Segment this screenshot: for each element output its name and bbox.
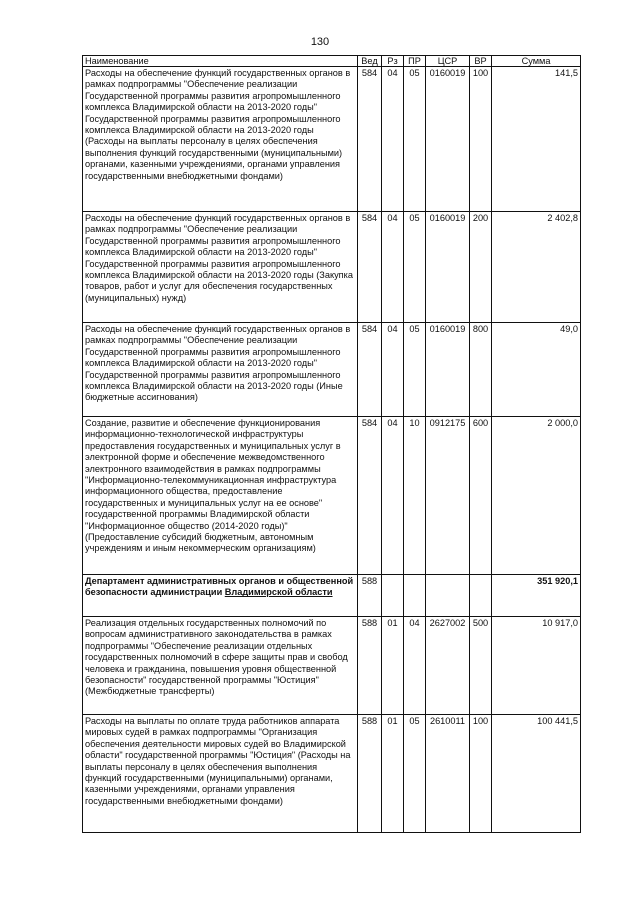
row-sum: 351 920,1 bbox=[492, 575, 581, 617]
column-header-ved: Вед bbox=[358, 56, 382, 67]
department-row bbox=[83, 575, 581, 617]
row-ved: 584 bbox=[358, 417, 382, 575]
row-rz: 04 bbox=[382, 323, 404, 417]
department-name bbox=[83, 575, 358, 617]
row-name: Расходы на обеспечение функций государственных органов в рамках подпрограммы "Обеспечение реализации Государственной программы развития агропромышленного комплекса Владимирской области на 2013-2020 годы" Государственной программы развития агропромышленного комплекса Владимирской области на 2013-2020 годы (Закупка товаров, работ и услуг для обеспечения государственных (муниципальных) нужд) bbox=[83, 212, 358, 323]
budget-table bbox=[82, 55, 581, 833]
row-pr: 05 bbox=[404, 67, 426, 212]
row-pr: 04 bbox=[404, 617, 426, 715]
row-vr: 600 bbox=[470, 417, 492, 575]
table-row bbox=[83, 212, 581, 323]
row-csr: 0912175 bbox=[426, 417, 470, 575]
row-csr: 2627002 bbox=[426, 617, 470, 715]
row-name: Расходы на обеспечение функций государственных органов в рамках подпрограммы "Обеспечение реализации Государственной программы развития агропромышленного комплекса Владимирской области на 2013-2020 годы" Государственной программы развития агропромышленного комплекса Владимирской области на 2013-2020 годы (Иные бюджетные ассигнования) bbox=[83, 323, 358, 417]
table-header-row bbox=[83, 56, 581, 67]
row-rz: 01 bbox=[382, 715, 404, 833]
row-csr: 0160019 bbox=[426, 323, 470, 417]
row-pr: 05 bbox=[404, 212, 426, 323]
row-vr: 100 bbox=[470, 67, 492, 212]
row-vr: 500 bbox=[470, 617, 492, 715]
row-rz: 01 bbox=[382, 617, 404, 715]
page-number: 130 bbox=[310, 36, 330, 48]
table-row bbox=[83, 617, 581, 715]
row-vr: 800 bbox=[470, 323, 492, 417]
table-row bbox=[83, 67, 581, 212]
row-name: Расходы на выплаты по оплате труда работников аппарата мировых судей в рамках подпрограммы "Организация обеспечения деятельности мировых судей во Владимирской области" государственной программы "Юстиция" (Расходы на выплаты персоналу в целях обеспечения выполнения функций государственными (муниципальными) органами, казенными учреждениями, органами управления государственными внебюджетными фондами) bbox=[83, 715, 358, 833]
row-csr: 0160019 bbox=[426, 212, 470, 323]
column-header-rz: Рз bbox=[382, 56, 404, 67]
row-rz: 04 bbox=[382, 212, 404, 323]
department-name-main: Департамент административных органов и общественной безопасности администрации bbox=[85, 576, 354, 598]
row-sum: 100 441,5 bbox=[492, 715, 581, 833]
table-row bbox=[83, 417, 581, 575]
column-header-pr: ПР bbox=[404, 56, 426, 67]
row-rz: 04 bbox=[382, 417, 404, 575]
table-row bbox=[83, 323, 581, 417]
row-rz bbox=[382, 575, 404, 617]
department-name-underlined: Владимирской области bbox=[224, 587, 333, 598]
row-pr bbox=[404, 575, 426, 617]
row-name: Расходы на обеспечение функций государственных органов в рамках подпрограммы "Обеспечение реализации Государственной программы развития агропромышленного комплекса Владимирской области на 2013-2020 годы" Государственной программы развития агропромышленного комплекса Владимирской области на 2013-2020 годы (Расходы на выплаты персоналу в целях обеспечения выполнения функций государственными (муниципальными) органами, казенными учреждениями, органами управления государственными внебюджетными фондами) bbox=[83, 67, 358, 212]
row-ved: 588 bbox=[358, 715, 382, 833]
row-pr: 05 bbox=[404, 715, 426, 833]
row-ved: 588 bbox=[358, 617, 382, 715]
table-row bbox=[83, 715, 581, 833]
row-ved: 584 bbox=[358, 67, 382, 212]
row-vr: 100 bbox=[470, 715, 492, 833]
row-csr bbox=[426, 575, 470, 617]
row-ved: 584 bbox=[358, 212, 382, 323]
row-sum: 2 402,8 bbox=[492, 212, 581, 323]
column-header-csr: ЦСР bbox=[426, 56, 470, 67]
row-sum: 49,0 bbox=[492, 323, 581, 417]
row-ved: 584 bbox=[358, 323, 382, 417]
row-pr: 05 bbox=[404, 323, 426, 417]
row-csr: 2610011 bbox=[426, 715, 470, 833]
column-header-sum: Сумма bbox=[492, 56, 581, 67]
row-sum: 2 000,0 bbox=[492, 417, 581, 575]
column-header-vr: ВР bbox=[470, 56, 492, 67]
row-ved: 588 bbox=[358, 575, 382, 617]
row-name: Реализация отдельных государственных полномочий по вопросам административного законодательства в рамках подпрограммы "Обеспечение реализации отдельных государственных полномочий в сфере защиты прав и свобод человека и гражданина, повышения уровня общественной безопасности" государственной программы "Юстиция" (Межбюджетные трансферты) bbox=[83, 617, 358, 715]
row-vr: 200 bbox=[470, 212, 492, 323]
row-vr bbox=[470, 575, 492, 617]
row-rz: 04 bbox=[382, 67, 404, 212]
row-csr: 0160019 bbox=[426, 67, 470, 212]
row-sum: 141,5 bbox=[492, 67, 581, 212]
column-header-name: Наименование bbox=[83, 56, 358, 67]
row-sum: 10 917,0 bbox=[492, 617, 581, 715]
row-pr: 10 bbox=[404, 417, 426, 575]
row-name: Создание, развитие и обеспечение функционирования информационно-технологической инфраструктуры предоставления государственных и муниципальных услуг в электронной форме и обеспечение межведомственного электронного взаимодействия в рамках подпрограммы "Информационно-телекоммуникационная инфраструктура информационного общества, предоставление государственных и муниципальных услуг на ее основе" государственной программы Владимирской области "Информационное общество (2014-2020 годы)" (Предоставление субсидий бюджетным, автономным учреждениям и иным некоммерческим организациям) bbox=[83, 417, 358, 575]
